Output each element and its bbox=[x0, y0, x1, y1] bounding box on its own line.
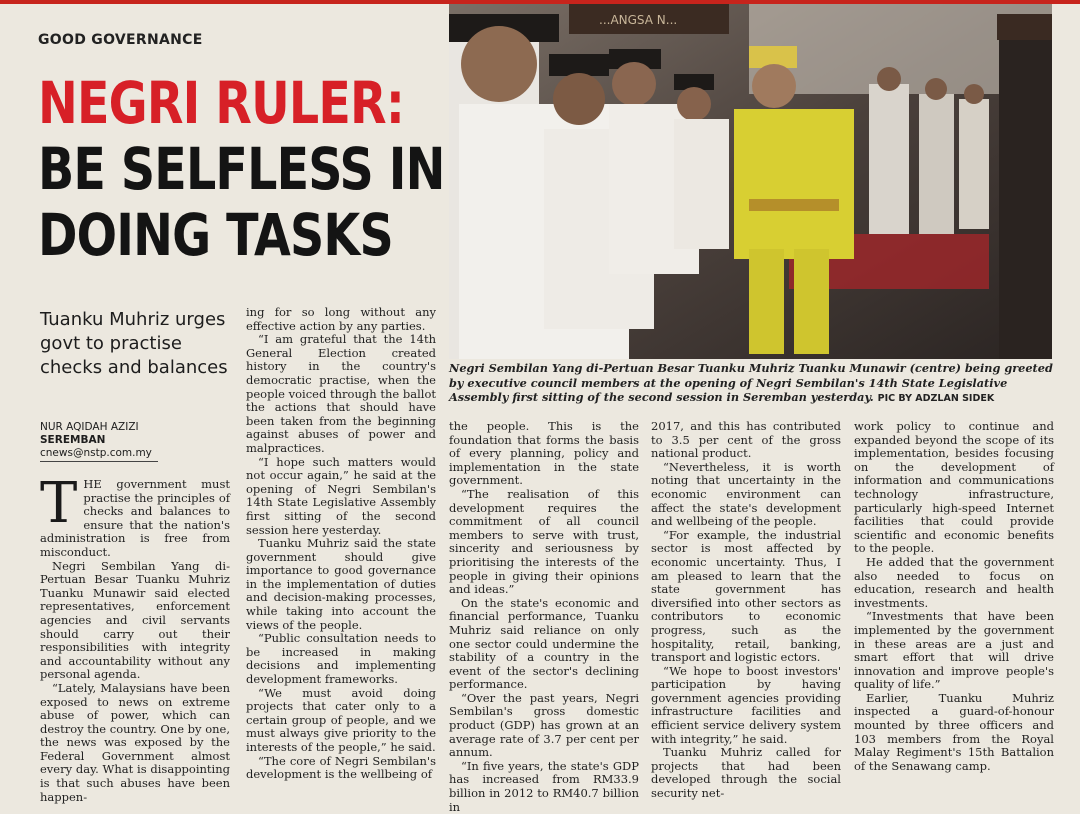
photo-banner-text: ...ANGSA N... bbox=[599, 13, 678, 27]
column-3-paragraph: “Over the past years, Negri Sembilan's gross domestic product (GDP) has grown at an average rate of 3.7 per cent per annum. bbox=[449, 690, 639, 760]
column-2-paragraph: “The core of Negri Sembilan's development is the wellbeing of bbox=[246, 753, 436, 782]
column-5-paragraph: “Investments that have been implemented by the government in these areas are a just and smart effort that will drive innovation and improve people's quality of life.” bbox=[854, 609, 1054, 692]
column-4-paragraph: 2017, and this has contributed to 3.5 per cent of the gross national product. bbox=[651, 419, 841, 461]
article-column-1 bbox=[40, 471, 230, 804]
column-5-paragraph: Earlier, Tuanku Muhriz inspected a guard-of-honour mounted by three officers and 103 members from the Royal Malay Regiment's 15th Battalion of the Senawang camp. bbox=[854, 690, 1054, 773]
column-2-paragraph: “I am grateful that the 14th General Election created history in the country's democratic practise, when the people voiced through the ballot the actions that should have been taken from the beginning against abuses of power and malpractices. bbox=[246, 332, 436, 455]
column-2-paragraph: “Public consultation needs to be increased in making decisions and implementing development frameworks. bbox=[246, 631, 436, 687]
article-column-4 bbox=[651, 420, 841, 801]
standfirst: Tuanku Muhriz urges govt to practise checks and balances bbox=[40, 309, 228, 378]
article-column-5 bbox=[854, 420, 1054, 773]
column-4-paragraph: Tuanku Muhriz called for projects that had been developed through the social security net- bbox=[651, 745, 841, 801]
byline-author: NUR AQIDAH AZIZI bbox=[40, 421, 139, 433]
column-5-paragraph: work policy to continue and expanded beyond the scope of its implementation, besides focusing on the development of information and communications technology infrastructure, particularly high-speed Internet facilities that could provide scientific and economic benefits to the people. bbox=[854, 419, 1054, 556]
article-column-3 bbox=[449, 420, 639, 814]
column-1-paragraph: HE government must practise the principles of checks and balances to ensure that the nation's administration is free from misconduct. bbox=[40, 477, 230, 559]
column-2-paragraph: “We must avoid doing projects that cater only to a certain group of people, and we must always give priority to the interests of the people,” he said. bbox=[246, 685, 436, 754]
column-5-paragraph: He added that the government also needed to focus on education, research and health investments. bbox=[854, 554, 1054, 610]
headline-line-1: NEGRI RULER: bbox=[38, 69, 405, 137]
column-3-paragraph: “The realisation of this development requires the commitment of all council members to serve with trust, sincerity and seriousness by prioritising the interests of the people in giving their opinions and ideas.” bbox=[449, 486, 639, 597]
section-tag: GOOD GOVERNANCE bbox=[38, 32, 203, 48]
photo-caption bbox=[449, 361, 1054, 407]
byline bbox=[40, 421, 230, 462]
photo-credit: PIC BY ADZLAN SIDEK bbox=[877, 393, 995, 404]
column-2-paragraph: Tuanku Muhriz said the state government should give importance to good governance in the implementation of duties and decision-making processes, while taking into account the views of the people. bbox=[246, 536, 436, 632]
column-4-paragraph: “For example, the industrial sector is most affected by economic uncertainty. Thus, I am pleased to learn that the state government has diversified into other sectors as contributors to economic progress, such as the hospitality, retail, banking, transport and logistic ectors. bbox=[651, 527, 841, 665]
column-3-paragraph: On the state's economic and financial performance, Tuanku Muhriz said reliance on only one sector could undermine the stability of a country in the event of the sector's declining performance. bbox=[449, 595, 639, 692]
news-photo bbox=[449, 4, 1052, 359]
dropcap: T bbox=[40, 471, 78, 536]
caption-text: Negri Sembilan Yang di-Pertuan Besar Tuanku Muhriz Tuanku Munawir (centre) being greeted by executive council members at the opening of Negri Sembilan's 14th State Legislative Assembly first sitting of the second session in Seremban yesterday. bbox=[449, 361, 1053, 404]
column-3-paragraph: the people. This is the foundation that forms the basis of every planning, policy and implementation in the state government. bbox=[449, 419, 639, 488]
column-4-paragraph: “We hope to boost investors' participation by having government agencies providing infrastructure facilities and efficient service delivery system with integrity,” he said. bbox=[651, 663, 841, 746]
column-1-paragraph: Negri Sembilan Yang di-Pertuan Besar Tuanku Muhriz Tuanku Munawir said elected representatives, enforcement agencies and civil servants should carry out their responsibilities with integrity and accountability without any personal agenda. bbox=[40, 558, 230, 682]
column-4-paragraph: “Nevertheless, it is worth noting that uncertainty in the economic environment can affect the state's development and wellbeing of the people. bbox=[651, 459, 841, 529]
headline-line-2: BE SELFLESS IN bbox=[38, 135, 445, 203]
column-2-paragraph: ing for so long without any effective action by any parties. bbox=[246, 305, 436, 333]
headline-line-3: DOING TASKS bbox=[38, 201, 393, 269]
photo-illustration bbox=[449, 4, 1052, 359]
article-column-2 bbox=[246, 306, 436, 782]
column-2-paragraph: “I hope such matters would not occur again,” he said at the opening of Negri Sembilan's 14th State Legislative Assembly first sitting of the second session here yesterday. bbox=[246, 454, 436, 537]
column-3-paragraph: “In five years, the state's GDP has increased from RM33.9 billion in 2012 to RM40.7 billion in bbox=[449, 758, 639, 814]
byline-email: cnews@nstp.com.my bbox=[40, 447, 158, 462]
column-1-paragraph: “Lately, Malaysians have been exposed to news on extreme abuse of power, which can destroy the country. One by one, the news was exposed by the Federal Government almost every day. What is disappointing is that such abuses have been happen- bbox=[40, 680, 230, 804]
byline-place: SEREMBAN bbox=[40, 434, 106, 446]
headline bbox=[38, 69, 445, 269]
